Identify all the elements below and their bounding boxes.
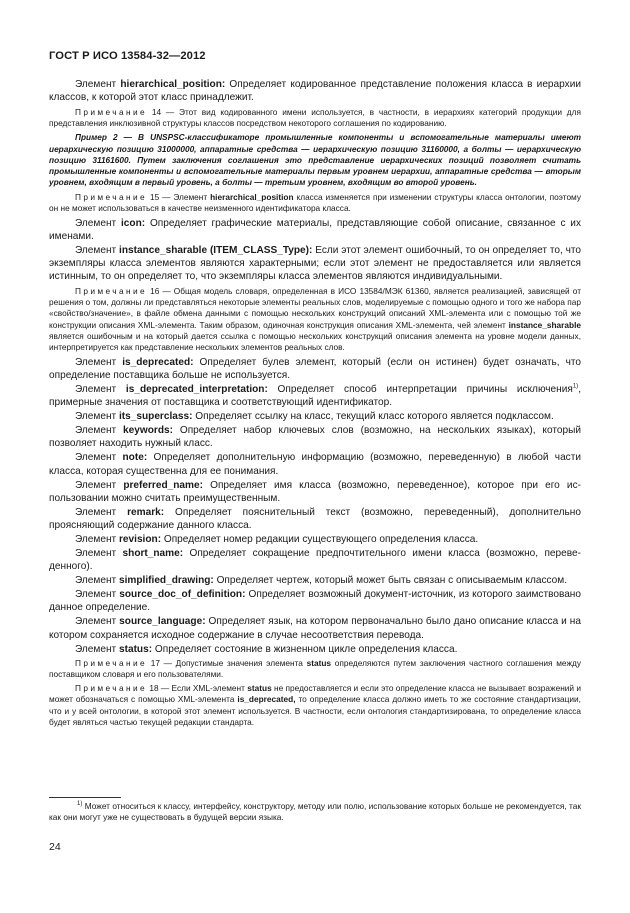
paragraph-preferred-name: Элемент preferred_name: Определяет имя класса (возможно, переведенное), которое при его использовании можно считать преимущественным.	[49, 479, 581, 504]
footnote-reference: 1)	[572, 383, 579, 390]
paragraph-instance-sharable: Элемент instance_sharable (ITEM_CLASS_Type): Если этот элемент ошибочный, то он определяет то, что экземпляры класса элементов являются характерными; если этот элемент не предоставляется или является истинным, то он определяет то, что экземпляры класса элементов являются индивидуальными.	[49, 244, 581, 283]
note-15: Примечание 15 — Элемент hierarchical_position класса изменяется при изменении структуры класса онтологии, поэтому он не может использоваться в качестве неизменного идентификатора класса.	[49, 191, 581, 213]
footnote-divider	[49, 797, 121, 798]
paragraph-remark: Элемент remark: Определяет пояснительный текст (возможно, переведенный), дополнительно проясняющий содержание данного класса.	[49, 506, 581, 531]
note-16: Примечание 16 — Общая модель словаря, определенная в ИСО 13584/МЭК 61360, является реализацией, зависящей от решения о том, должны ли представляться некоторые элементы реальных слов, моделируемые с помощью одного и того же набора пар «свойство/значение», в файле обмена данными с помощью нескольких конструкций описаний XML-элемента или с помощью той же конструкции описания XML-элемента. Таким образом, одиночная конструкция описания XML-элемента, чей элемент instance_sharable является ошибочным и на который дается ссылка с помощью нескольких конструкций описания элемента на уровне модели данных, интерпретируется как представление нескольких элементов реальных слов.	[49, 285, 581, 352]
page-number: 24	[49, 841, 61, 853]
paragraph-its-superclass: Элемент its_superclass: Определяет ссылку на класс, текущий класс которого является подклассом.	[75, 411, 554, 423]
note-17: Примечание 17 — Допустимые значения элемента status определяются путем заключения частного соглашения между поставщиком словаря и его пользователями.	[49, 658, 581, 680]
paragraph-keywords: Элемент keywords: Определяет набор ключевых слов (возможно, на нескольких языках), который позволяет находить нужный класс.	[49, 425, 581, 450]
paragraph-source-doc-of-definition: Элемент source_doc_of_definition: Определяет возможный документ-источник, из которого заимствовано данное определение.	[49, 589, 581, 614]
paragraph-simplified-drawing: Элемент simplified_drawing: Определяет чертеж, который может быть связан с описываемым классом.	[75, 575, 568, 587]
note-18: Примечание 18 — Если XML-элемент status не предоставляется и если это определение класса не вызывает возражений и может обозначаться с помощью XML-элемента is_deprecated, то определение класса должно иметь то же состояние стандартизации, что и у всей онтологии, в которой этот элемент используется. В частности, если онтология стандартизирована, то определение класса будет являться частью текущей редакции стандарта.	[49, 683, 581, 727]
paragraph-source-language: Элемент source_language: Определяет язык, на котором первоначально было дано описание класса и на котором сохраняется исходное содержание в случае несоответствия перевода.	[49, 616, 581, 641]
document-body	[49, 78, 581, 731]
footnote: $^{1)}$ Может относиться к классу, интерфейсу, конструктору, методу или полю, использование которых больше не рекомендуется, так как они могут уже не существовать в будущей версии языка.	[49, 801, 581, 823]
paragraph-note: Элемент note: Определяет дополнительную информацию (возможно, переведенную) в любой части класса, которая существенна для ее понимания.	[49, 452, 581, 477]
example-2: Пример 2 — В UNSPSC-классификаторе промышленные компоненты и вспомогательные материалы имеют иерархическую позицию 31000000, аппаратные средства — иерархическую позицию 31160000, а болты — иерархическую позицию 31161600. Путем заключения соглашения это представление иерархических позиций позволяет считать промышленные компоненты и вспомогательные материалы первым уровнем иерархии, аппаратные средства — вторым уровнем, входящим в первый уровень, а болты — третьим уровнем, входящим во второй уровень.	[49, 132, 581, 188]
footnote-mark: 1)	[77, 801, 83, 808]
paragraph-is-deprecated-interpretation: Элемент is_deprecated_interpretation: Определяет способ интерпретации причины исключения$^{1)}$, примерные значения от поставщика и соответствующий идентификатор.	[49, 383, 581, 409]
paragraph-status: Элемент status: Определяет состояние в жизненном цикле определения класса.	[75, 643, 458, 655]
paragraph-icon: Элемент icon: Определяет графические материалы, представляющие собой описание, связанное с их именами.	[49, 217, 581, 242]
paragraph-revision: Элемент revision: Определяет номер редакции существующего определения класса.	[75, 533, 479, 545]
paragraph-is-deprecated: Элемент is_deprecated: Определяет булев элемент, который (если он истинен) будет означать, что определение поставщика больше не используется.	[49, 356, 581, 381]
note-14: Примечание 14 — Этот вид кодированного имени используется, в частности, в иерархиях категорий продукции для представления инклюзивной структуры классов посредством некоторого соглашения по кодированию.	[49, 106, 581, 128]
paragraph-hierarchical-position: Элемент hierarchical_position: Определяет кодированное представление положения класса в иерархии классов, к которой этот класс принадлежит.	[49, 79, 581, 104]
paragraph-short-name: Элемент short_name: Определяет сокращение предпочтительного имени класса (возможно, переведенного).	[49, 547, 581, 573]
document-header: ГОСТ Р ИСО 13584-32—2012	[49, 50, 206, 62]
